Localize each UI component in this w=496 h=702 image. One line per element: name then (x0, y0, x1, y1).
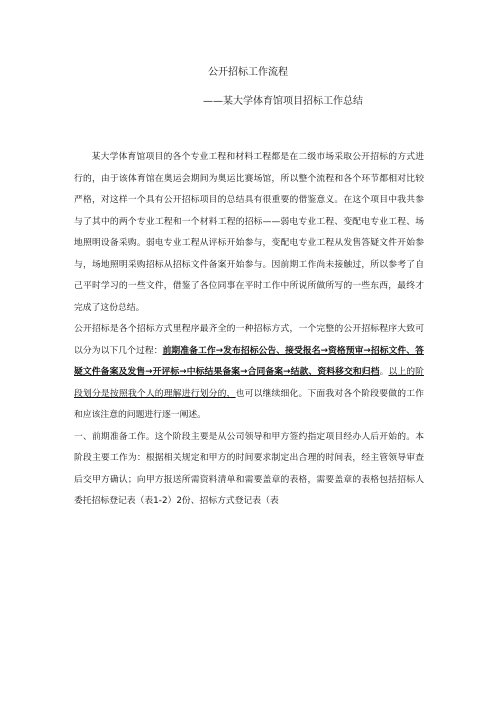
document-subtitle: ——某大学体育馆项目招标工作总结 (203, 96, 363, 107)
intro-paragraph: 某大学体育馆项目的各个专业工程和材料工程都是在二级市场采取公开招标的方式进行的，由于该体育馆在奥运会期间为奥运比赛场馆，所以整个流程和各个环节都相对比较严格，对这样一个具有公开招标项目的总结具有很重要的借鉴意义。在这个项目中我共参与了其中的两个专业工程和一个材料工程的招标——弱电专业工程、变配电专业工程、场地照明设备采购。弱电专业工程从评标开始参与，变配电专业工程从发售答疑文件开始参与，场地照明采购招标从招标文件备案开始参与。因前期工作尚未接触过，所以参考了自己平时学习的一些文件，借鉴了各位同事在平时工作中所说所做所写的一些东西，最终才完成了这份总结。 (74, 152, 424, 313)
stage-end: 。 (379, 367, 389, 377)
process-note: 以上的阶段划分是按照我个人的理解进行划分的， (74, 367, 424, 399)
stage-arrow: → (215, 345, 224, 356)
stage-arrow: → (240, 367, 248, 377)
stage-arrow: → (320, 345, 328, 356)
section-one-paragraph: 一、前期准备工作。这个阶段主要是从公司领导和甲方签约指定项目经办人后开始的。本阶段主要工作为：根据相关规定和甲方的时间要求制定出合理的时间表，经主管领导审查后交甲方确认；向甲方报送所需资料清单和需要盖章的表格，需要盖章的表格包括招标人委托招标登记表（表1-2）2份、招标方式登记表（表 (74, 431, 424, 506)
stage-prequalification: 资格预审 (327, 345, 364, 356)
stage-settlement: 结款、资料移交和归档 (290, 367, 380, 377)
process-tail: 也可以继续细化。下面我对各个阶段要做的工作和应该注意的问题进行逐一阐述。 (74, 388, 424, 420)
stage-arrow: → (179, 367, 187, 377)
document-body (74, 147, 424, 513)
document-title: 公开招标工作流程 (208, 67, 288, 78)
stage-bid-evaluation: 开评标 (152, 367, 180, 377)
stage-arrow: → (145, 367, 153, 377)
stage-preparation: 前期准备工作 (162, 345, 216, 356)
stage-documents: 招标文件、答疑文件备案及发售 (74, 345, 424, 377)
process-paragraph (74, 319, 424, 427)
stage-arrow: → (283, 367, 291, 377)
process-lead: 公开招标是各个招标方式里程序最齐全的一种招标方式，一个完整的公开招标程序大致可以分为以下几个过程： (74, 324, 424, 356)
stage-arrow: → (363, 345, 371, 356)
stage-announcement: 发布招标公告、接受报名 (223, 345, 321, 356)
stage-award-filing: 中标结果备案 (186, 367, 241, 377)
stage-contract-filing: 合同备案 (247, 367, 284, 377)
